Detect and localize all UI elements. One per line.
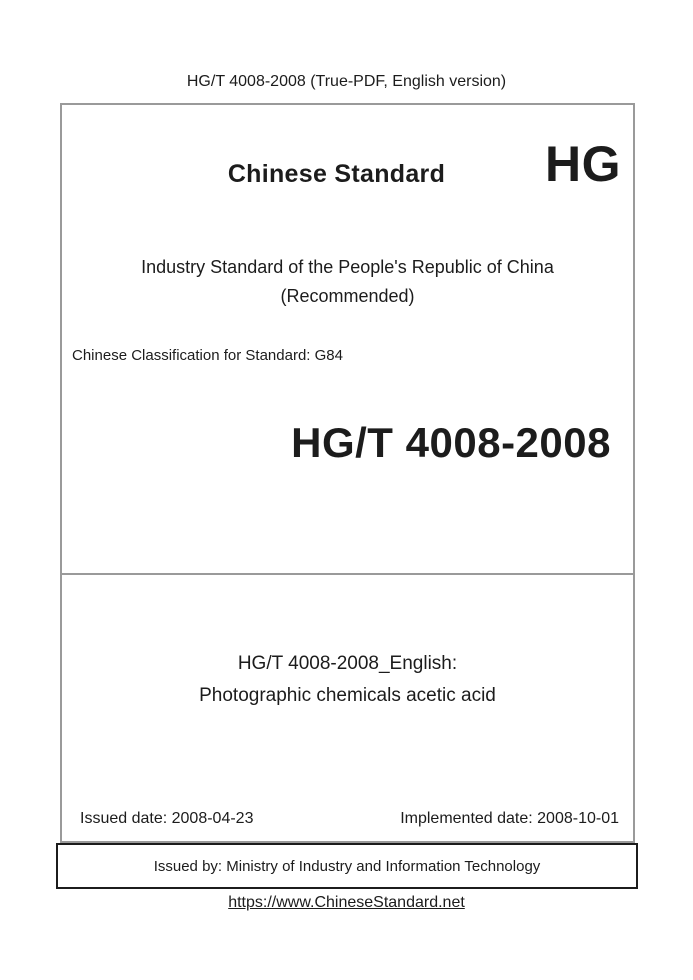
standard-type-line1: Industry Standard of the People's Republic of China (141, 257, 554, 277)
cover-bottom-section (62, 575, 633, 839)
issuer-text: Issued by: Ministry of Industry and Information Technology (153, 857, 541, 875)
agency-code: HG (545, 136, 621, 192)
footer (0, 894, 693, 912)
cover-frame (60, 103, 635, 843)
cover-title: Chinese Standard (227, 160, 446, 188)
document-header-title: HG/T 4008-2008 (True-PDF, English version) (186, 73, 507, 90)
english-title-line1: HG/T 4008-2008_English: (237, 653, 458, 674)
english-title-block (62, 648, 633, 712)
implemented-date: Implemented date: 2008-10-01 (400, 810, 619, 827)
cover-top-section (62, 105, 633, 575)
footer-website-link[interactable]: https://www.ChineseStandard.net (228, 894, 465, 911)
standard-number: HG/T 4008-2008 (291, 419, 611, 466)
classification-code: Chinese Classification for Standard: G84 (72, 347, 343, 364)
english-title-line2: Photographic chemicals acetic acid (199, 685, 496, 706)
issued-date: Issued date: 2008-04-23 (80, 810, 254, 827)
issuer-box (56, 843, 638, 889)
standard-type-block (62, 253, 633, 311)
dates-row (80, 811, 619, 827)
standard-type-line2: (Recommended) (280, 286, 415, 306)
